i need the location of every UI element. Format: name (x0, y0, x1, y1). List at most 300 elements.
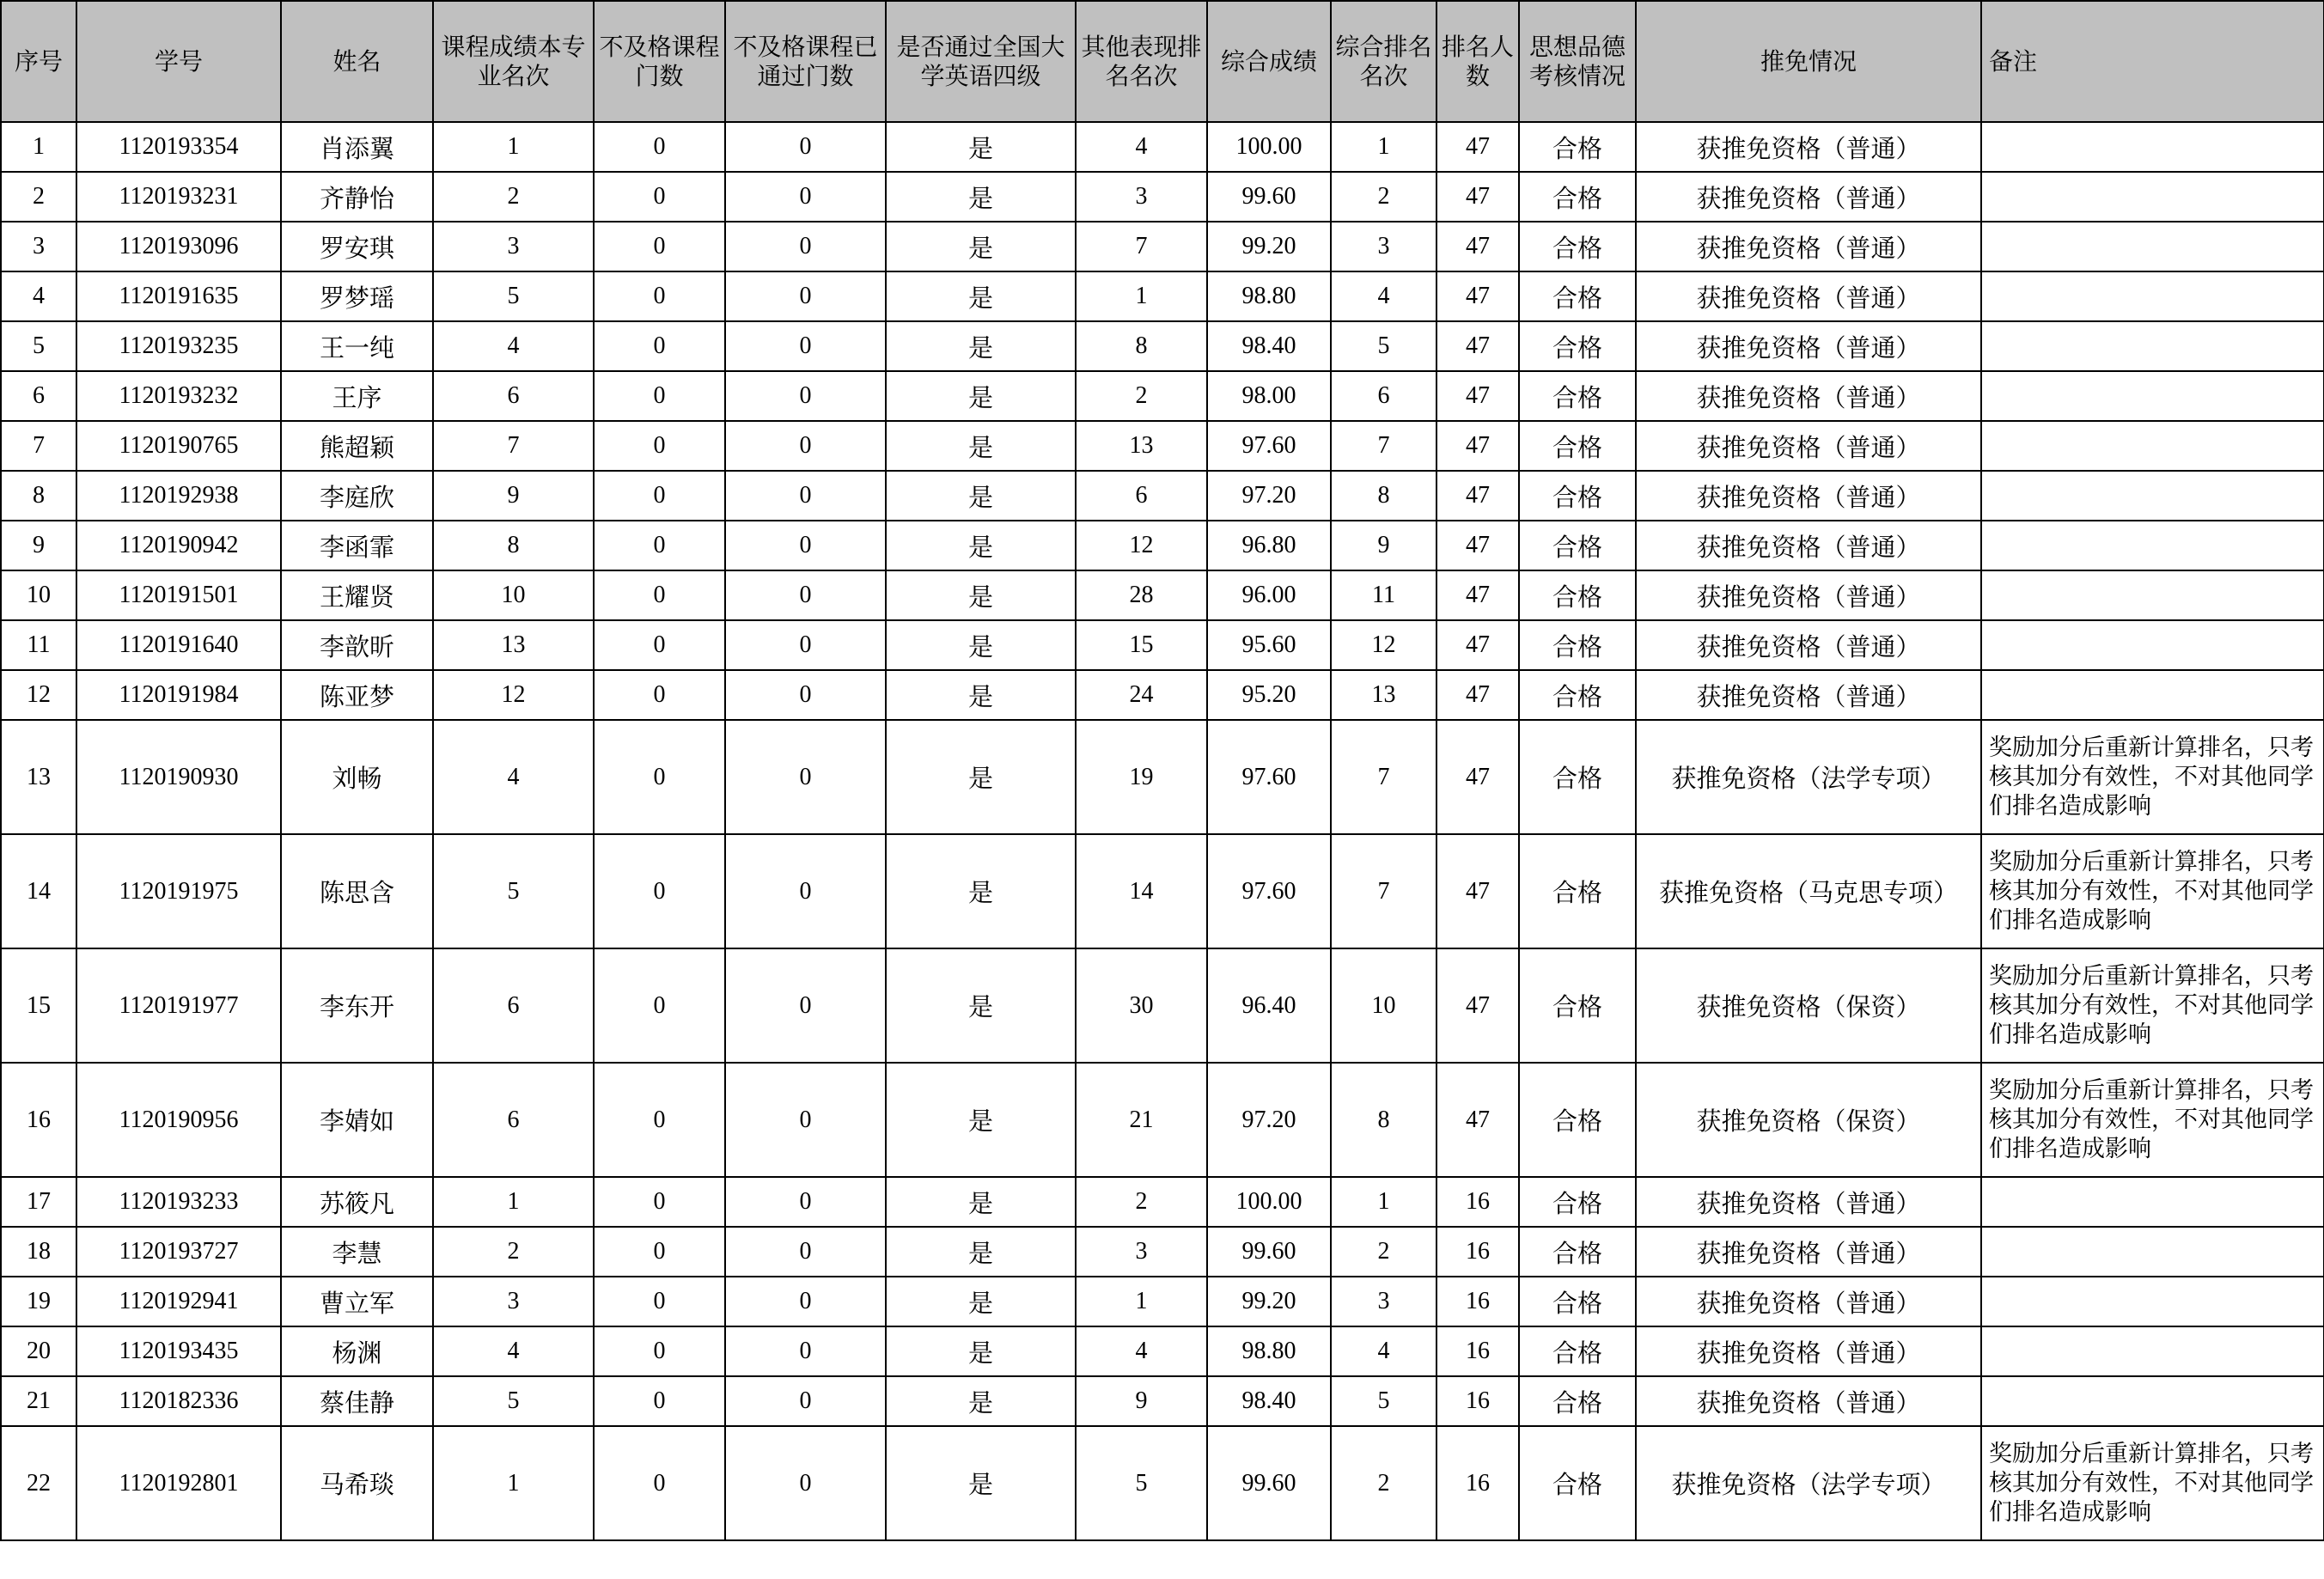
cell-seq: 5 (1, 321, 76, 371)
cell-recommend: 获推免资格（普通） (1636, 1227, 1981, 1277)
header-fail-count: 不及格课程门数 (594, 1, 725, 122)
cell-score: 99.60 (1207, 1426, 1331, 1540)
cell-moral: 合格 (1519, 1063, 1636, 1177)
cell-remark (1981, 521, 2324, 570)
table-row (1, 620, 2324, 670)
cell-cet4: 是 (886, 471, 1076, 521)
cell-other-rank: 2 (1076, 1177, 1207, 1227)
cell-course-rank: 8 (433, 521, 594, 570)
cell-cet4: 是 (886, 271, 1076, 321)
cell-name: 李庭欣 (281, 471, 433, 521)
cell-score: 96.40 (1207, 948, 1331, 1063)
cell-name: 李东开 (281, 948, 433, 1063)
cell-remark: 奖励加分后重新计算排名，只考核其加分有效性，不对其他同学们排名造成影响 (1981, 1426, 2324, 1540)
cell-student-id: 1120190765 (76, 421, 281, 471)
cell-remark (1981, 1177, 2324, 1227)
cell-fail-count: 0 (594, 222, 725, 271)
cell-recommend: 获推免资格（普通） (1636, 222, 1981, 271)
cell-recommend: 获推免资格（普通） (1636, 620, 1981, 670)
cell-course-rank: 6 (433, 371, 594, 421)
cell-cet4: 是 (886, 1177, 1076, 1227)
cell-fail-count: 0 (594, 1177, 725, 1227)
cell-other-rank: 5 (1076, 1426, 1207, 1540)
cell-remark (1981, 1227, 2324, 1277)
cell-cet4: 是 (886, 172, 1076, 222)
cell-name: 王序 (281, 371, 433, 421)
cell-other-rank: 4 (1076, 1326, 1207, 1376)
cell-seq: 21 (1, 1376, 76, 1426)
cell-course-rank: 3 (433, 222, 594, 271)
cell-recommend: 获推免资格（普通） (1636, 521, 1981, 570)
cell-other-rank: 19 (1076, 720, 1207, 834)
cell-remark: 奖励加分后重新计算排名，只考核其加分有效性，不对其他同学们排名造成影响 (1981, 834, 2324, 948)
cell-name: 肖添翼 (281, 122, 433, 172)
cell-student-id: 1120191975 (76, 834, 281, 948)
cell-overall-rank: 11 (1331, 570, 1436, 620)
cell-recommend: 获推免资格（普通） (1636, 670, 1981, 720)
cell-remark (1981, 471, 2324, 521)
cell-student-id: 1120193235 (76, 321, 281, 371)
table-row (1, 948, 2324, 1063)
cell-other-rank: 24 (1076, 670, 1207, 720)
cell-other-rank: 13 (1076, 421, 1207, 471)
cell-name: 李函霏 (281, 521, 433, 570)
cell-fail-count: 0 (594, 570, 725, 620)
cell-recommend: 获推免资格（法学专项） (1636, 1426, 1981, 1540)
cell-cet4: 是 (886, 720, 1076, 834)
cell-overall-rank: 8 (1331, 1063, 1436, 1177)
cell-name: 王耀贤 (281, 570, 433, 620)
cell-rank-total: 47 (1436, 271, 1519, 321)
cell-fail-passed: 0 (725, 471, 886, 521)
cell-moral: 合格 (1519, 1326, 1636, 1376)
cell-overall-rank: 5 (1331, 1376, 1436, 1426)
cell-score: 99.20 (1207, 222, 1331, 271)
cell-fail-passed: 0 (725, 1177, 886, 1227)
cell-name: 熊超颖 (281, 421, 433, 471)
cell-other-rank: 2 (1076, 371, 1207, 421)
cell-other-rank: 8 (1076, 321, 1207, 371)
cell-fail-count: 0 (594, 371, 725, 421)
cell-recommend: 获推免资格（马克思专项） (1636, 834, 1981, 948)
cell-fail-passed: 0 (725, 1426, 886, 1540)
cell-fail-count: 0 (594, 670, 725, 720)
cell-name: 刘畅 (281, 720, 433, 834)
cell-cet4: 是 (886, 122, 1076, 172)
cell-remark: 奖励加分后重新计算排名，只考核其加分有效性，不对其他同学们排名造成影响 (1981, 720, 2324, 834)
table-body (1, 122, 2324, 1540)
cell-recommend: 获推免资格（保资） (1636, 1063, 1981, 1177)
cell-course-rank: 5 (433, 834, 594, 948)
cell-student-id: 1120193435 (76, 1326, 281, 1376)
cell-fail-passed: 0 (725, 1227, 886, 1277)
cell-fail-passed: 0 (725, 371, 886, 421)
cell-student-id: 1120193232 (76, 371, 281, 421)
header-other-rank: 其他表现排名名次 (1076, 1, 1207, 122)
cell-student-id: 1120182336 (76, 1376, 281, 1426)
cell-moral: 合格 (1519, 172, 1636, 222)
cell-name: 李慧 (281, 1227, 433, 1277)
cell-seq: 3 (1, 222, 76, 271)
cell-overall-rank: 4 (1331, 1326, 1436, 1376)
header-score: 综合成绩 (1207, 1, 1331, 122)
cell-rank-total: 47 (1436, 1063, 1519, 1177)
cell-fail-count: 0 (594, 471, 725, 521)
cell-student-id: 1120193096 (76, 222, 281, 271)
table-row (1, 1177, 2324, 1227)
cell-remark (1981, 620, 2324, 670)
cell-overall-rank: 7 (1331, 720, 1436, 834)
cell-seq: 11 (1, 620, 76, 670)
cell-moral: 合格 (1519, 222, 1636, 271)
cell-other-rank: 3 (1076, 1227, 1207, 1277)
cell-seq: 2 (1, 172, 76, 222)
table-row (1, 172, 2324, 222)
cell-recommend: 获推免资格（保资） (1636, 948, 1981, 1063)
cell-course-rank: 6 (433, 1063, 594, 1177)
cell-course-rank: 6 (433, 948, 594, 1063)
cell-course-rank: 4 (433, 321, 594, 371)
cell-rank-total: 47 (1436, 371, 1519, 421)
cell-overall-rank: 2 (1331, 172, 1436, 222)
cell-fail-passed: 0 (725, 521, 886, 570)
cell-fail-count: 0 (594, 271, 725, 321)
cell-remark: 奖励加分后重新计算排名，只考核其加分有效性，不对其他同学们排名造成影响 (1981, 1063, 2324, 1177)
cell-name: 陈思含 (281, 834, 433, 948)
cell-course-rank: 9 (433, 471, 594, 521)
cell-name: 罗安琪 (281, 222, 433, 271)
cell-score: 95.60 (1207, 620, 1331, 670)
cell-score: 98.40 (1207, 321, 1331, 371)
cell-name: 罗梦瑶 (281, 271, 433, 321)
cell-rank-total: 47 (1436, 834, 1519, 948)
cell-fail-passed: 0 (725, 1326, 886, 1376)
cell-student-id: 1120191635 (76, 271, 281, 321)
header-name: 姓名 (281, 1, 433, 122)
cell-seq: 1 (1, 122, 76, 172)
cell-score: 100.00 (1207, 122, 1331, 172)
cell-fail-passed: 0 (725, 1376, 886, 1426)
cell-fail-passed: 0 (725, 321, 886, 371)
cell-recommend: 获推免资格（普通） (1636, 421, 1981, 471)
cell-rank-total: 47 (1436, 421, 1519, 471)
table-row (1, 421, 2324, 471)
cell-other-rank: 12 (1076, 521, 1207, 570)
table-row (1, 720, 2324, 834)
cell-name: 蔡佳静 (281, 1376, 433, 1426)
cell-student-id: 1120193354 (76, 122, 281, 172)
cell-seq: 4 (1, 271, 76, 321)
cell-rank-total: 47 (1436, 321, 1519, 371)
cell-fail-count: 0 (594, 948, 725, 1063)
table-row (1, 371, 2324, 421)
cell-name: 李歆昕 (281, 620, 433, 670)
cell-fail-passed: 0 (725, 948, 886, 1063)
header-remark: 备注 (1981, 1, 2324, 122)
cell-seq: 15 (1, 948, 76, 1063)
cell-fail-count: 0 (594, 1376, 725, 1426)
cell-cet4: 是 (886, 834, 1076, 948)
cell-remark (1981, 1326, 2324, 1376)
header-moral: 思想品德考核情况 (1519, 1, 1636, 122)
cell-remark (1981, 172, 2324, 222)
cell-seq: 20 (1, 1326, 76, 1376)
cell-moral: 合格 (1519, 371, 1636, 421)
cell-student-id: 1120191640 (76, 620, 281, 670)
cell-cet4: 是 (886, 321, 1076, 371)
cell-fail-count: 0 (594, 720, 725, 834)
cell-name: 曹立军 (281, 1277, 433, 1326)
cell-course-rank: 2 (433, 172, 594, 222)
cell-fail-count: 0 (594, 1227, 725, 1277)
cell-fail-passed: 0 (725, 720, 886, 834)
cell-other-rank: 28 (1076, 570, 1207, 620)
cell-other-rank: 9 (1076, 1376, 1207, 1426)
cell-recommend: 获推免资格（法学专项） (1636, 720, 1981, 834)
cell-seq: 12 (1, 670, 76, 720)
cell-score: 97.60 (1207, 720, 1331, 834)
table-row (1, 1063, 2324, 1177)
cell-overall-rank: 8 (1331, 471, 1436, 521)
cell-rank-total: 16 (1436, 1177, 1519, 1227)
cell-moral: 合格 (1519, 321, 1636, 371)
cell-overall-rank: 9 (1331, 521, 1436, 570)
cell-student-id: 1120191977 (76, 948, 281, 1063)
cell-other-rank: 30 (1076, 948, 1207, 1063)
cell-course-rank: 4 (433, 1326, 594, 1376)
cell-student-id: 1120192801 (76, 1426, 281, 1540)
cell-moral: 合格 (1519, 948, 1636, 1063)
cell-recommend: 获推免资格（普通） (1636, 1277, 1981, 1326)
cell-fail-count: 0 (594, 1277, 725, 1326)
cell-student-id: 1120193233 (76, 1177, 281, 1227)
cell-course-rank: 1 (433, 1426, 594, 1540)
cell-rank-total: 47 (1436, 720, 1519, 834)
cell-student-id: 1120190930 (76, 720, 281, 834)
cell-student-id: 1120192941 (76, 1277, 281, 1326)
cell-seq: 14 (1, 834, 76, 948)
cell-score: 95.20 (1207, 670, 1331, 720)
cell-other-rank: 15 (1076, 620, 1207, 670)
cell-seq: 8 (1, 471, 76, 521)
table-row (1, 122, 2324, 172)
header-overall-rank: 综合排名名次 (1331, 1, 1436, 122)
cell-overall-rank: 3 (1331, 222, 1436, 271)
cell-seq: 17 (1, 1177, 76, 1227)
cell-rank-total: 47 (1436, 172, 1519, 222)
cell-remark: 奖励加分后重新计算排名，只考核其加分有效性，不对其他同学们排名造成影响 (1981, 948, 2324, 1063)
table-row (1, 670, 2324, 720)
cell-course-rank: 4 (433, 720, 594, 834)
cell-moral: 合格 (1519, 570, 1636, 620)
cell-rank-total: 16 (1436, 1277, 1519, 1326)
cell-course-rank: 5 (433, 1376, 594, 1426)
header-seq: 序号 (1, 1, 76, 122)
cell-student-id: 1120192938 (76, 471, 281, 521)
cell-seq: 13 (1, 720, 76, 834)
cell-recommend: 获推免资格（普通） (1636, 1326, 1981, 1376)
cell-cet4: 是 (886, 1063, 1076, 1177)
cell-overall-rank: 12 (1331, 620, 1436, 670)
cell-cet4: 是 (886, 1227, 1076, 1277)
cell-fail-count: 0 (594, 421, 725, 471)
cell-fail-count: 0 (594, 1326, 725, 1376)
cell-rank-total: 47 (1436, 122, 1519, 172)
cell-student-id: 1120193231 (76, 172, 281, 222)
cell-recommend: 获推免资格（普通） (1636, 172, 1981, 222)
cell-seq: 7 (1, 421, 76, 471)
cell-score: 98.00 (1207, 371, 1331, 421)
cell-fail-passed: 0 (725, 421, 886, 471)
table-row (1, 1277, 2324, 1326)
cell-fail-passed: 0 (725, 1277, 886, 1326)
cell-moral: 合格 (1519, 471, 1636, 521)
cell-remark (1981, 122, 2324, 172)
cell-rank-total: 47 (1436, 471, 1519, 521)
cell-seq: 10 (1, 570, 76, 620)
cell-other-rank: 4 (1076, 122, 1207, 172)
cell-fail-passed: 0 (725, 670, 886, 720)
cell-course-rank: 2 (433, 1227, 594, 1277)
cell-fail-count: 0 (594, 1426, 725, 1540)
table-row (1, 834, 2324, 948)
cell-score: 96.80 (1207, 521, 1331, 570)
table-row (1, 1326, 2324, 1376)
cell-name: 齐静怡 (281, 172, 433, 222)
cell-remark (1981, 1277, 2324, 1326)
cell-recommend: 获推免资格（普通） (1636, 1177, 1981, 1227)
cell-score: 97.20 (1207, 1063, 1331, 1177)
cell-score: 96.00 (1207, 570, 1331, 620)
cell-overall-rank: 7 (1331, 834, 1436, 948)
cell-fail-count: 0 (594, 521, 725, 570)
cell-rank-total: 47 (1436, 570, 1519, 620)
cell-cet4: 是 (886, 222, 1076, 271)
cell-fail-passed: 0 (725, 834, 886, 948)
cell-rank-total: 16 (1436, 1426, 1519, 1540)
table-row (1, 1227, 2324, 1277)
header-student-id: 学号 (76, 1, 281, 122)
cell-other-rank: 6 (1076, 471, 1207, 521)
cell-other-rank: 1 (1076, 1277, 1207, 1326)
cell-moral: 合格 (1519, 1177, 1636, 1227)
cell-rank-total: 47 (1436, 948, 1519, 1063)
cell-fail-passed: 0 (725, 620, 886, 670)
cell-course-rank: 1 (433, 1177, 594, 1227)
cell-moral: 合格 (1519, 271, 1636, 321)
cell-overall-rank: 6 (1331, 371, 1436, 421)
cell-seq: 6 (1, 371, 76, 421)
cell-seq: 18 (1, 1227, 76, 1277)
cell-fail-passed: 0 (725, 1063, 886, 1177)
cell-student-id: 1120193727 (76, 1227, 281, 1277)
cell-overall-rank: 2 (1331, 1227, 1436, 1277)
cell-moral: 合格 (1519, 834, 1636, 948)
cell-student-id: 1120190956 (76, 1063, 281, 1177)
header-course-rank: 课程成绩本专业名次 (433, 1, 594, 122)
cell-fail-passed: 0 (725, 222, 886, 271)
cell-score: 97.60 (1207, 834, 1331, 948)
cell-remark (1981, 1376, 2324, 1426)
cell-remark (1981, 222, 2324, 271)
cell-cet4: 是 (886, 1426, 1076, 1540)
cell-score: 99.20 (1207, 1277, 1331, 1326)
cell-moral: 合格 (1519, 720, 1636, 834)
cell-moral: 合格 (1519, 1277, 1636, 1326)
table-row (1, 471, 2324, 521)
cell-course-rank: 1 (433, 122, 594, 172)
cell-course-rank: 3 (433, 1277, 594, 1326)
cell-other-rank: 1 (1076, 271, 1207, 321)
cell-rank-total: 47 (1436, 521, 1519, 570)
cell-overall-rank: 3 (1331, 1277, 1436, 1326)
cell-recommend: 获推免资格（普通） (1636, 321, 1981, 371)
cell-name: 苏筱凡 (281, 1177, 433, 1227)
cell-rank-total: 16 (1436, 1376, 1519, 1426)
cell-remark (1981, 321, 2324, 371)
table-row (1, 1426, 2324, 1540)
cell-recommend: 获推免资格（普通） (1636, 271, 1981, 321)
cell-moral: 合格 (1519, 1376, 1636, 1426)
cell-remark (1981, 271, 2324, 321)
header-row (1, 1, 2324, 122)
header-fail-passed: 不及格课程已通过门数 (725, 1, 886, 122)
cell-recommend: 获推免资格（普通） (1636, 122, 1981, 172)
cell-cet4: 是 (886, 670, 1076, 720)
cell-rank-total: 47 (1436, 620, 1519, 670)
cell-score: 99.60 (1207, 1227, 1331, 1277)
table-row (1, 222, 2324, 271)
cell-remark (1981, 371, 2324, 421)
cell-cet4: 是 (886, 421, 1076, 471)
header-recommend: 推免情况 (1636, 1, 1981, 122)
cell-rank-total: 47 (1436, 670, 1519, 720)
cell-overall-rank: 1 (1331, 122, 1436, 172)
cell-score: 97.20 (1207, 471, 1331, 521)
cell-overall-rank: 7 (1331, 421, 1436, 471)
cell-overall-rank: 10 (1331, 948, 1436, 1063)
cell-score: 98.80 (1207, 1326, 1331, 1376)
cell-cet4: 是 (886, 570, 1076, 620)
cell-recommend: 获推免资格（普通） (1636, 371, 1981, 421)
cell-cet4: 是 (886, 1376, 1076, 1426)
cell-remark (1981, 670, 2324, 720)
cell-student-id: 1120190942 (76, 521, 281, 570)
cell-score: 100.00 (1207, 1177, 1331, 1227)
cell-overall-rank: 1 (1331, 1177, 1436, 1227)
cell-moral: 合格 (1519, 1426, 1636, 1540)
table-row (1, 570, 2324, 620)
cell-name: 马希琰 (281, 1426, 433, 1540)
cell-fail-passed: 0 (725, 172, 886, 222)
cell-remark (1981, 421, 2324, 471)
cell-fail-count: 0 (594, 1063, 725, 1177)
cell-fail-count: 0 (594, 321, 725, 371)
table-row (1, 1376, 2324, 1426)
cell-other-rank: 21 (1076, 1063, 1207, 1177)
cell-moral: 合格 (1519, 122, 1636, 172)
cell-name: 杨渊 (281, 1326, 433, 1376)
cell-moral: 合格 (1519, 421, 1636, 471)
cell-overall-rank: 13 (1331, 670, 1436, 720)
cell-fail-count: 0 (594, 834, 725, 948)
cell-seq: 22 (1, 1426, 76, 1540)
cell-other-rank: 14 (1076, 834, 1207, 948)
cell-student-id: 1120191984 (76, 670, 281, 720)
cell-rank-total: 16 (1436, 1227, 1519, 1277)
table-row (1, 521, 2324, 570)
cell-moral: 合格 (1519, 521, 1636, 570)
